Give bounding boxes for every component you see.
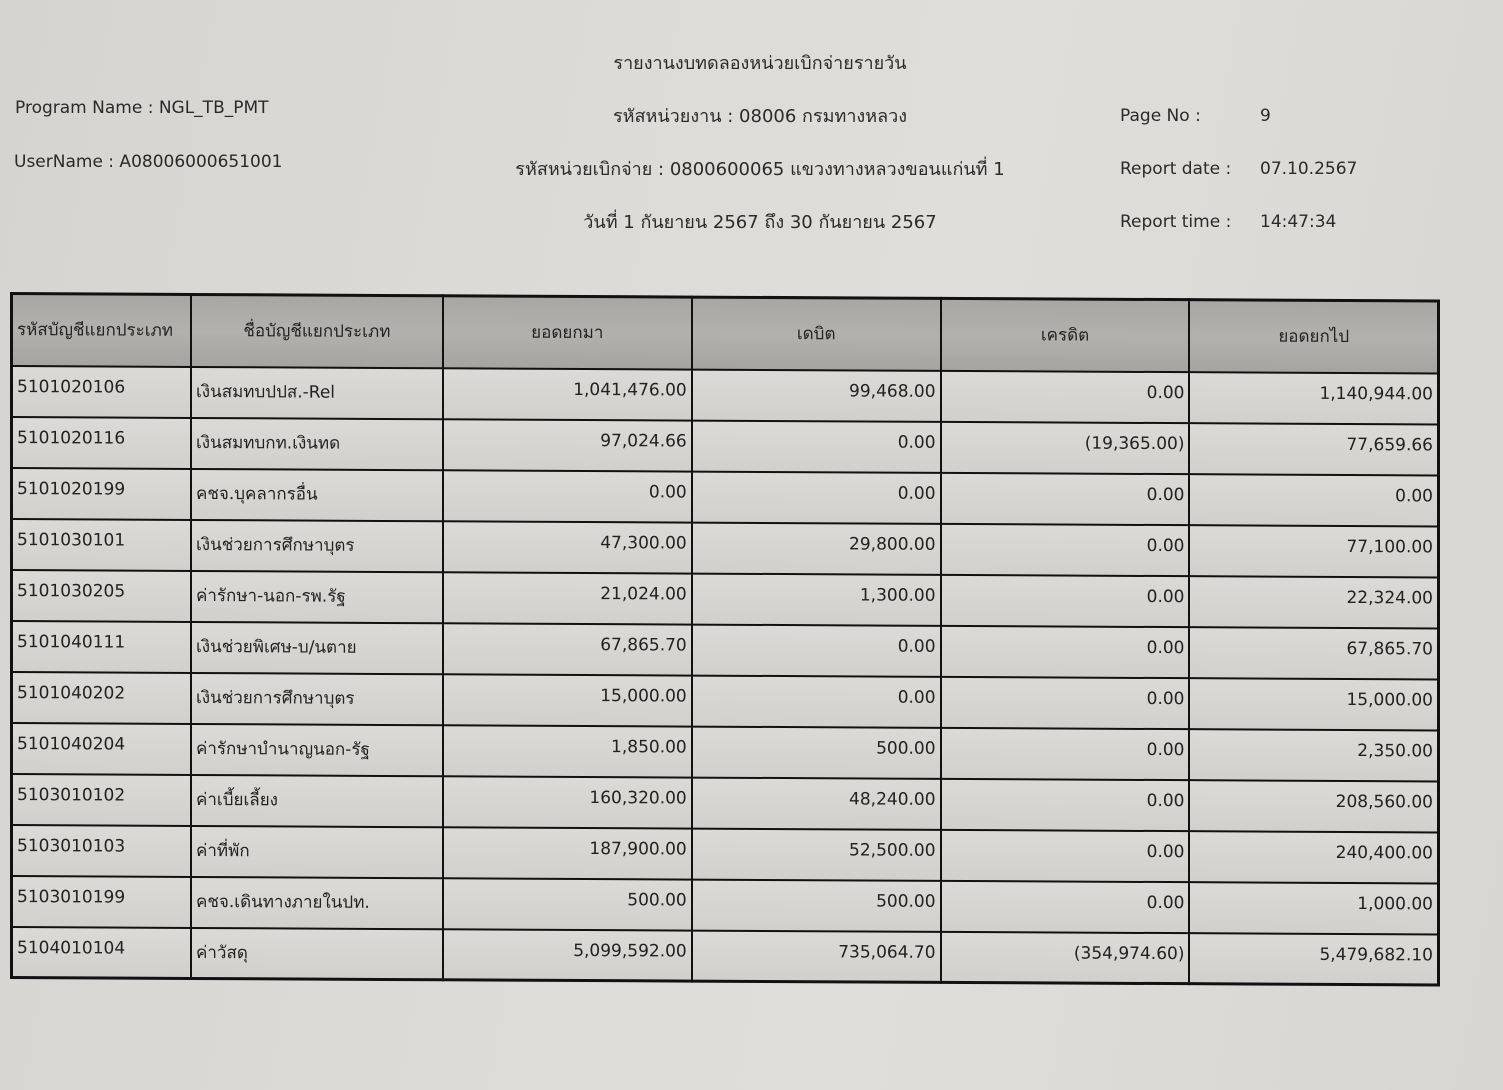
header-account-code: รหัสบัญชีแยกประเภท [12,294,191,367]
report-title: รายงานงบทดลองหน่วยเบิกจ่ายรายวัน [613,53,907,74]
agency-code: รหัสหน่วยงาน : 08006 กรมทางหลวง [612,106,908,127]
cell-account-name: เงินสมทบปปส.-Rel [191,366,443,418]
cell-credit: 0.00 [941,625,1190,677]
table-row [12,825,1439,883]
cell-closing-balance: 77,100.00 [1189,525,1438,577]
cell-debit: 0.00 [692,675,941,727]
cell-opening-balance: 67,865.70 [443,623,692,675]
table-row [12,621,1439,679]
cell-debit: 500.00 [692,879,941,931]
cell-credit: (354,974.60) [941,931,1190,983]
cell-opening-balance: 97,024.66 [443,419,692,471]
cell-account-code: 5103010102 [12,774,191,826]
table-row [12,672,1439,730]
cell-debit: 99,468.00 [692,369,941,421]
cell-opening-balance: 500.00 [443,878,692,930]
cell-account-code: 5101040202 [12,672,191,724]
table-header-row [12,294,1439,373]
table-row [12,468,1439,526]
cell-closing-balance: 15,000.00 [1189,678,1438,730]
cell-opening-balance: 0.00 [443,470,692,522]
cell-opening-balance: 5,099,592.00 [443,929,692,981]
cell-debit: 1,300.00 [692,573,941,625]
cell-closing-balance: 67,865.70 [1189,627,1438,679]
cell-credit: 0.00 [941,880,1190,932]
cell-credit: 0.00 [941,370,1190,422]
cell-account-name: คชจ.บุคลากรอื่น [191,468,443,520]
cell-credit: 0.00 [941,778,1190,830]
cell-account-name: เงินช่วยการศึกษาบุตร [191,519,443,571]
cell-closing-balance: 1,140,944.00 [1189,372,1438,424]
cell-account-name: เงินช่วยการศึกษาบุตร [191,672,443,724]
cell-closing-balance: 208,560.00 [1189,780,1438,832]
cell-credit: 0.00 [941,574,1190,626]
cell-account-name: ค่าวัสดุ [191,927,443,979]
cell-account-code: 5101040204 [12,723,191,775]
cell-debit: 48,240.00 [692,777,941,829]
cell-debit: 0.00 [692,624,941,676]
cell-account-code: 5101040111 [12,621,191,673]
cell-account-name: เงินสมทบกท.เงินทด [191,417,443,469]
cell-debit: 52,500.00 [692,828,941,880]
cell-account-code: 5104010104 [12,927,191,979]
header-debit: เดบิต [692,297,941,370]
page-no-label: Page No : [1120,106,1201,126]
cell-opening-balance: 15,000.00 [443,674,692,726]
report-date-value: 07.10.2567 [1260,159,1358,179]
cell-closing-balance: 5,479,682.10 [1189,933,1438,985]
cell-account-name: เงินช่วยพิเศษ-บ/นตาย [191,621,443,673]
cell-account-code: 5101020116 [12,417,191,469]
table-row [12,519,1439,577]
cell-credit: 0.00 [941,829,1190,881]
table-row [12,366,1439,424]
cell-account-code: 5101030205 [12,570,191,622]
trial-balance-table [10,292,1440,986]
cell-account-code: 5101030101 [12,519,191,571]
cell-debit: 500.00 [692,726,941,778]
cell-debit: 0.00 [692,471,941,523]
cell-closing-balance: 1,000.00 [1189,882,1438,934]
table-row [12,417,1439,475]
cell-credit: 0.00 [941,727,1190,779]
cell-account-name: ค่าเบี้ยเลี้ยง [191,774,443,826]
table-row [12,774,1439,832]
cell-credit: 0.00 [941,523,1190,575]
cell-closing-balance: 22,324.00 [1189,576,1438,628]
cell-opening-balance: 21,024.00 [443,572,692,624]
table-row [12,876,1439,934]
cell-account-code: 5101020199 [12,468,191,520]
cell-account-name: ค่ารักษา-นอก-รพ.รัฐ [191,570,443,622]
cell-closing-balance: 77,659.66 [1189,423,1438,475]
cell-closing-balance: 240,400.00 [1189,831,1438,883]
cell-debit: 29,800.00 [692,522,941,574]
cell-debit: 735,064.70 [692,930,941,982]
cell-debit: 0.00 [692,420,941,472]
page-no-value: 9 [1260,106,1271,126]
report-time-value: 14:47:34 [1260,212,1337,232]
cell-account-code: 5103010103 [12,825,191,877]
cell-opening-balance: 1,850.00 [443,725,692,777]
table-row [12,570,1439,628]
cell-credit: 0.00 [941,676,1190,728]
report-period: วันที่ 1 กันยายน 2567 ถึง 30 กันยายน 2567 [583,212,937,233]
cell-account-name: ค่าที่พัก [191,825,443,877]
header-opening-balance: ยอดยกมา [443,296,692,369]
cell-opening-balance: 160,320.00 [443,776,692,828]
cell-opening-balance: 187,900.00 [443,827,692,879]
disbursement-unit: รหัสหน่วยเบิกจ่าย : 0800600065 แขวงทางหลวงขอนแก่นที่ 1 [515,159,1005,180]
table-row [12,723,1439,781]
cell-account-code: 5103010199 [12,876,191,928]
cell-account-name: คชจ.เดินทางภายในปท. [191,876,443,928]
cell-account-name: ค่ารักษาบำนาญนอก-รัฐ [191,723,443,775]
cell-closing-balance: 0.00 [1189,474,1438,526]
cell-opening-balance: 47,300.00 [443,521,692,573]
cell-credit: (19,365.00) [941,421,1190,473]
header-account-name: ชื่อบัญชีแยกประเภท [191,294,443,367]
header-credit: เครดิต [941,298,1190,371]
report-time-label: Report time : [1120,212,1232,232]
program-name: Program Name : NGL_TB_PMT [15,98,269,118]
cell-credit: 0.00 [941,472,1190,524]
cell-closing-balance: 2,350.00 [1189,729,1438,781]
cell-opening-balance: 1,041,476.00 [443,368,692,420]
report-date-label: Report date : [1120,159,1232,179]
header-closing-balance: ยอดยกไป [1189,300,1438,373]
cell-account-code: 5101020106 [12,366,191,418]
user-name: UserName : A08006000651001 [14,152,283,172]
table-row [12,927,1439,985]
